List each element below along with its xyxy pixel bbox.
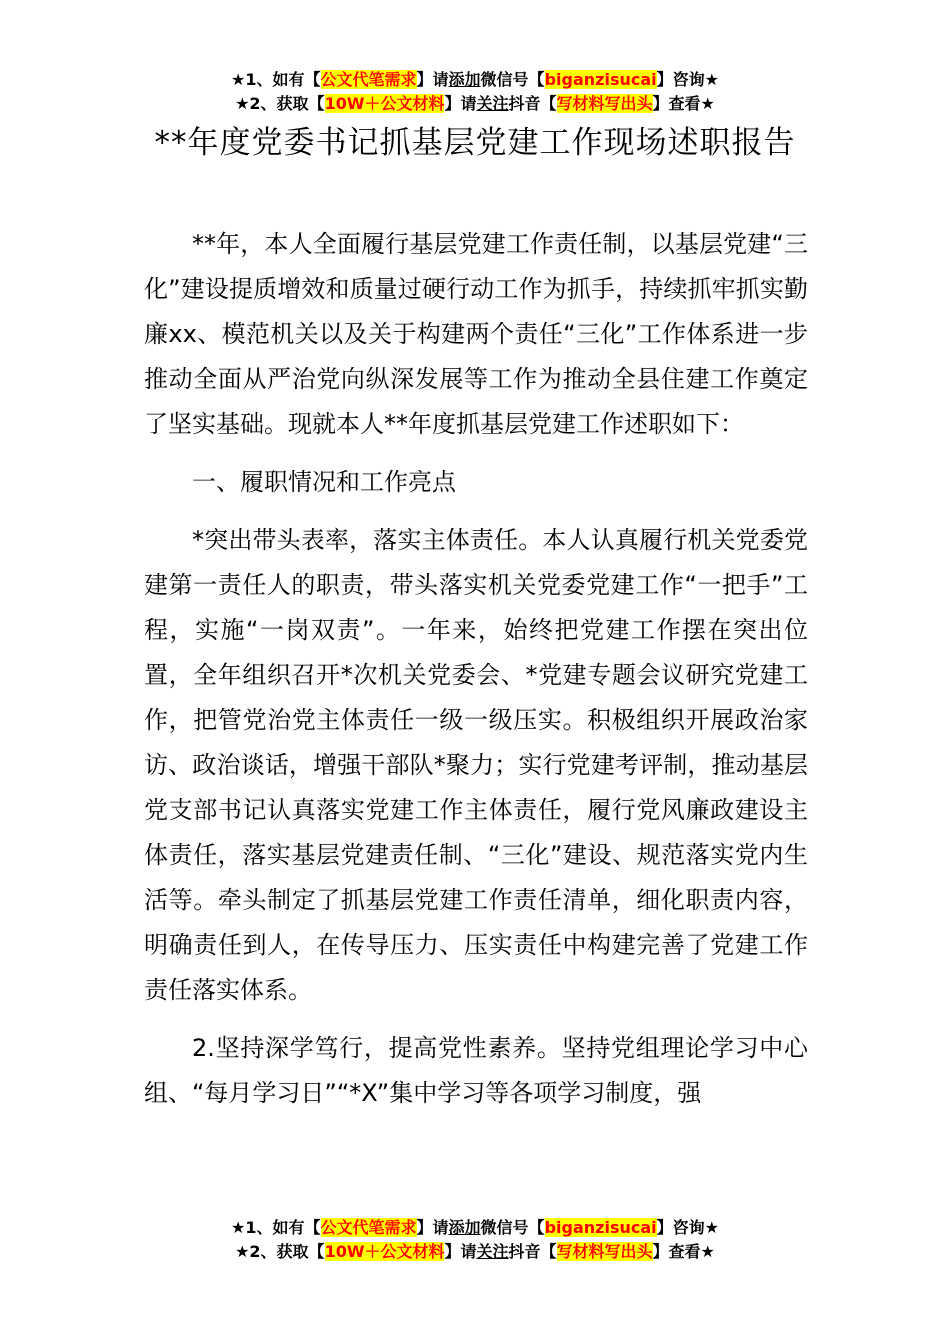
highlight-wechat-id: biganzisucai: [544, 70, 657, 89]
highlight-ghostwriting: 公文代笔需求: [320, 70, 417, 89]
body-paragraph-1: *突出带头表率，落实主体责任。本人认真履行机关党委党建第一责任人的职责，带头落实机关党委党建工作“一把手”工程，实施“一岗双责”。一年来，始终把党建工作摆在突出位置，全年组织召开*次机关党委会、*党建专题会议研究党建工作，把管党治党主体责任一级一级压实。积极组织开展政治家访、政治谈话，增强干部队*聚力；实行党建考评制，推动基层党支部书记认真落实党建工作主体责任，履行党风廉政建设主体责任，落实基层党建责任制、“三化”建设、规范落实党内生活等。牵头制定了抓基层党建工作责任清单，细化职责内容，明确责任到人，在传导压力、压实责任中构建完善了党建工作责任落实体系。: [144, 526, 808, 1004]
banner-line-2: ★2、获取【10W＋公文材料】请关注抖音【写材料写出头】查看★: [235, 94, 715, 113]
header-banner: [0, 68, 950, 116]
body-paragraph-2: 2.坚持深学笃行，提高党性素养。坚持党组理论学习中心组、“每月学习日”“*X”集中学习等各项学习制度，强: [144, 1034, 808, 1107]
highlight-douyin-account: 写材料写出头: [556, 94, 653, 113]
banner-line-2: ★2、获取【10W＋公文材料】请关注抖音【写材料写出头】查看★: [235, 1242, 715, 1261]
section-heading: 一、履职情况和工作亮点: [192, 468, 456, 496]
banner-line-1: ★1、如有【公文代笔需求】请添加微信号【biganzisucai】咨询★: [231, 70, 719, 89]
banner-line-1: ★1、如有【公文代笔需求】请添加微信号【biganzisucai】咨询★: [231, 1218, 719, 1237]
document-title: **年度党委书记抓基层党建工作现场述职报告: [154, 125, 796, 161]
highlight-douyin-account: 写材料写出头: [556, 1242, 653, 1261]
highlight-materials: 10W＋公文材料: [324, 94, 445, 113]
footer-banner: [0, 1216, 950, 1264]
intro-paragraph: **年，本人全面履行基层党建工作责任制，以基层党建“三化”建设提质增效和质量过硬行动工作为抓手，持续抓牢抓实勤廉xx、模范机关以及关于构建两个责任“三化”工作体系进一步推动全面从严治党向纵深发展等工作为推动全县住建工作奠定了坚实基础。现就本人**年度抓基层党建工作述职如下：: [144, 230, 808, 438]
document-body: [144, 222, 808, 1129]
highlight-ghostwriting: 公文代笔需求: [320, 1218, 417, 1237]
highlight-materials: 10W＋公文材料: [324, 1242, 445, 1261]
highlight-wechat-id: biganzisucai: [544, 1218, 657, 1237]
